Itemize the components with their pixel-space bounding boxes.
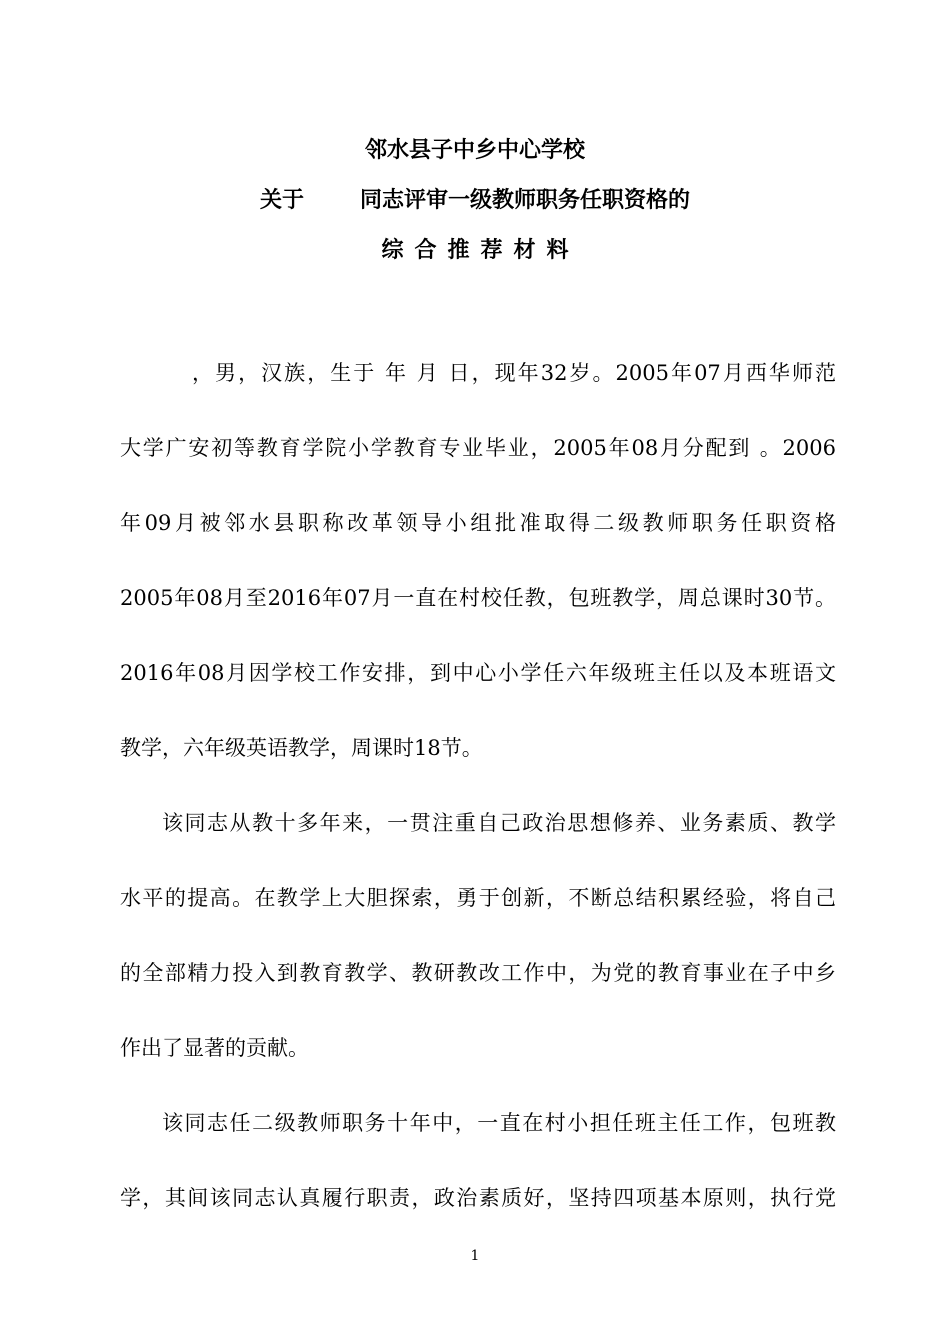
document-subtitle: [0, 186, 950, 216]
paragraph-line: 2016年08月因学校工作安排，到中心小学任六年级班主任以及本班语文: [120, 661, 836, 685]
school-title: 邻水县子中乡中心学校: [364, 138, 585, 163]
subtitle-main: 同志评审一级教师职务任职资格的: [360, 188, 691, 213]
paragraph-1: [120, 336, 836, 786]
subtitle-prefix: 关于: [259, 188, 304, 213]
document-heading: 综合推荐材料: [381, 238, 580, 263]
paragraph-line: 该同志从教十多年来，一贯注重自己政治思想修养、业务素质、教学: [162, 811, 836, 835]
paragraph-2: [120, 786, 836, 1086]
paragraph-line: 作出了显著的贡献。: [120, 1036, 309, 1060]
paragraph-line: 教学，六年级英语教学，周课时18节。: [120, 736, 483, 760]
paragraph-line: 年09月被邻水县职称改革领导小组批准取得二级教师职务任职资格: [120, 511, 836, 535]
paragraph-line: ，男，汉族，生于 年 月 日，现年32岁。2005年07月西华师范: [192, 361, 836, 385]
paragraph-line: 大学广安初等教育学院小学教育专业毕业，2005年08月分配到 。2006: [120, 436, 836, 460]
paragraph-line: 该同志任二级教师职务十年中，一直在村小担任班主任工作，包班教: [162, 1111, 836, 1135]
paragraph-line: 水平的提高。在教学上大胆探索，勇于创新，不断总结积累经验，将自己: [120, 886, 836, 910]
paragraph-line: 2005年08月至2016年07月一直在村校任教，包班教学，周总课时30节。: [120, 586, 836, 610]
page-number: 1: [470, 1248, 480, 1264]
paragraph-line: 的全部精力投入到教育教学、教研教改工作中，为党的教育事业在子中乡: [120, 961, 836, 985]
paragraph-line: 学，其间该同志认真履行职责，政治素质好，坚持四项基本原则，执行党: [120, 1186, 836, 1210]
paragraph-3: [120, 1086, 836, 1236]
